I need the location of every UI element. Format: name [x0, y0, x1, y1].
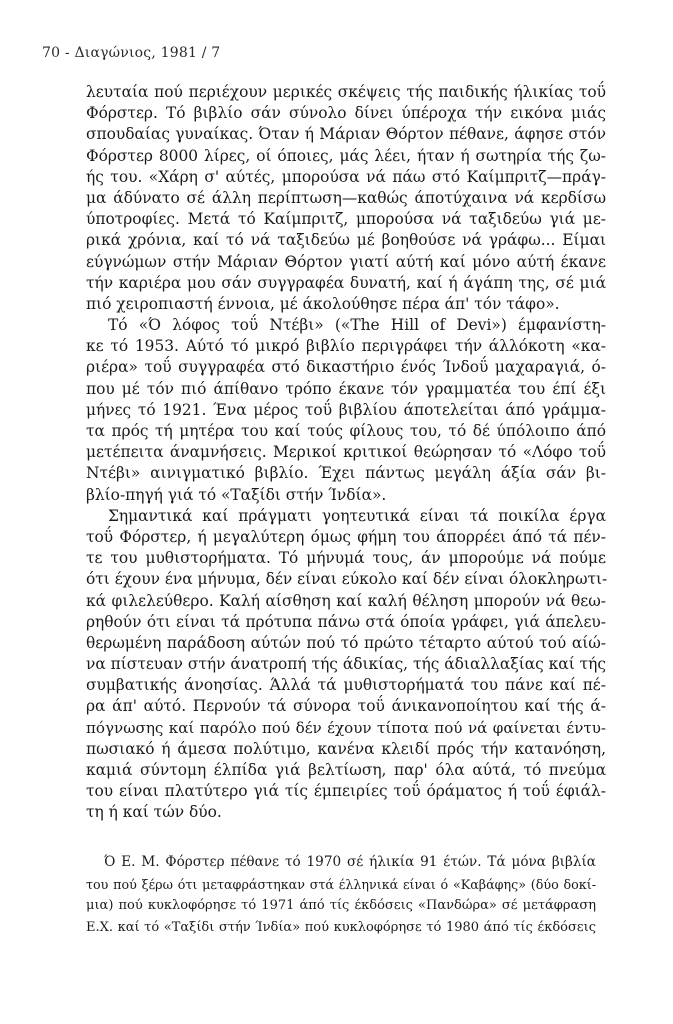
text-line: Σημαντικά καί πράγματι γοητευτικά είναι τά ποικίλα έργα: [108, 506, 606, 525]
text-line: Φόρστερ 8000 λίρες, οί όποιες, μάς λέει, ήταν ή σωτηρία τής ζω-: [86, 146, 606, 165]
footnote-line: μια) πού κυκλοφόρησε τό 1971 άπό τίς έκδόσεις «Πανδώρα» σέ μετάφραση: [86, 898, 596, 913]
text-line: καμιά σύντομη έλπίδα γιά βελτίωση, παρ' όλα αύτά, τό πνεύμα: [86, 761, 606, 779]
text-line: θερωμένη παράδοση αύτών πού τό πρώτο τέταρτο αύτού τού αίώ-: [86, 633, 606, 652]
text-line: πόγνωσης καί παρόλο πού δέν έχουν τίποτα πού νά φαίνεται έντυ-: [86, 718, 606, 737]
text-line: κά φιλελεύθερο. Καλή αίσθηση καί καλή θέληση μπορούν νά θεω-: [86, 591, 606, 610]
footnote: [86, 852, 596, 938]
text-line: που μέ τόν πιό άπίθανο τρόπο έκανε τόν γραμματέα του έπί έξι: [86, 379, 606, 398]
text-line: τε του μυθιστορήματα. Τό μήνυμά τους, άν μπορούμε νά πούμε: [86, 549, 606, 568]
text-line: τήν καριέρα μου σάν συγγραφέα δυνατή, καί ή άγάπη της, σέ μιά: [86, 273, 606, 292]
text-line: μα άδύνατο σέ άλλη περίπτωση—καθώς άποτύχαινα νά κερδίσω: [86, 188, 606, 207]
text-line: συμβατικής άνοησίας. Άλλά τά μυθιστορήματά του πάνε καί πέ-: [86, 676, 606, 695]
text-line: ότι έχουν ένα μήνυμα, δέν είναι εύκολο καί δέν είναι όλοκληρωτι-: [86, 570, 608, 589]
text-line: Φόρστερ. Τό βιβλίο σάν σύνολο δίνει ύπέροχα τήν εικόνα μιάς: [86, 104, 606, 123]
text-line: να πίστευαν στήν άνατροπή τής άδικίας, τής άδιαλλαξίας καί τής: [86, 655, 606, 674]
text-line: σπουδαίας γυναίκας. Όταν ή Μάριαν Θόρτον πέθανε, άφησε στόν: [86, 125, 606, 144]
text-line: τοΰ Φόρστερ, ή μεγαλύτερη όμως φήμη του άπορρέει άπό τά πέν-: [86, 527, 606, 546]
text-line: τη ή καί τών δύο.: [86, 803, 222, 822]
text-line: ρηθούν ότι είναι τά πρότυπα πάνω στά όποία γράφει, γιά άπελευ-: [86, 612, 606, 631]
text-line: πιό χειροπιαστή έννοια, μέ άκολούθησε πέρα άπ' τόν τάφο».: [86, 294, 560, 313]
footnote-line: του πού ξέρω ότι μεταφράστηκαν στά έλληνικά είναι ό «Καβάφης» (δύο δοκί-: [86, 876, 596, 892]
text-line: ριέρα» τοΰ συγγραφέα στό δικαστήριο ένός Ίνδοΰ μαχαραγιά, ό-: [86, 358, 606, 377]
text-line: πωσιακό ή άμεσα πολύτιμο, κανένα κλειδί πρός τήν κατανόηση,: [86, 739, 606, 758]
running-head: 70 - Διαγώνιος, 1981 / 7: [42, 45, 221, 61]
text-line: λευταία πού περιέχουν μερικές σκέψεις τής παιδικής ήλικίας τοΰ: [86, 83, 606, 101]
main-text: [86, 82, 606, 824]
text-line: του είναι πλατύτερο γιά τίς έμπειρίες τοΰ όράματος ή τοΰ έφιάλ-: [86, 782, 606, 801]
text-line: εύγνώμων στήν Μάριαν Θόρτον γιατί αύτή καί μόνο αύτή έκανε: [86, 252, 606, 271]
text-line: Ντέβι» αινιγματικό βιβλίο. Έχει πάντως μεγάλη άξία σάν βι-: [86, 464, 606, 483]
footnote-line: Ό Ε. Μ. Φόρστερ πέθανε τό 1970 σέ ήλικία 91 έτών. Τά μόνα βιβλία: [104, 854, 596, 870]
text-line: τα πρός τή μητέρα του καί τούς φίλους του, τό δέ ύπόλοιπο άπό: [86, 422, 606, 440]
text-line: Τό «Ό λόφος τοΰ Ντέβι» («The Hill of Devi») έμφανίστη-: [108, 316, 606, 335]
text-line: ύποτροφίες. Μετά τό Καίμπριτζ, μπορούσα νά ταξιδεύω γιά με-: [86, 210, 606, 229]
text-line: κε τό 1953. Αύτό τό μικρό βιβλίο περιγράφει τήν άλλόκοτη «κα-: [86, 337, 606, 356]
text-line: ρικά χρόνια, καί τό νά ταξιδεύω μέ βοηθούσε νά γράφω... Είμαι: [86, 231, 606, 250]
text-line: μετέπειτα άναμνήσεις. Μερικοί κριτικοί θεώρησαν τό «Λόφο τοΰ: [86, 443, 606, 462]
text-line: μήνες τό 1921. Ένα μέρος τοΰ βιβλίου άποτελείται άπό γράμμα-: [86, 400, 606, 419]
text-line: βλίο-πηγή γιά τό «Ταξίδι στήν Ίνδία».: [86, 485, 387, 504]
footnote-line: Ε.Χ. καί τό «Ταξίδι στήν Ίνδία» πού κυκλοφόρησε τό 1980 άπό τίς έκδόσεις: [86, 919, 596, 935]
text-line: ής του. «Χάρη σ' αύτές, μπορούσα νά πάω στό Καίμπριτζ—πράγ-: [86, 167, 606, 186]
text-line: ρα άπ' αύτό. Περνούν τά σύνορα τοΰ άνικανοποίητου καί τής ά-: [86, 697, 606, 716]
